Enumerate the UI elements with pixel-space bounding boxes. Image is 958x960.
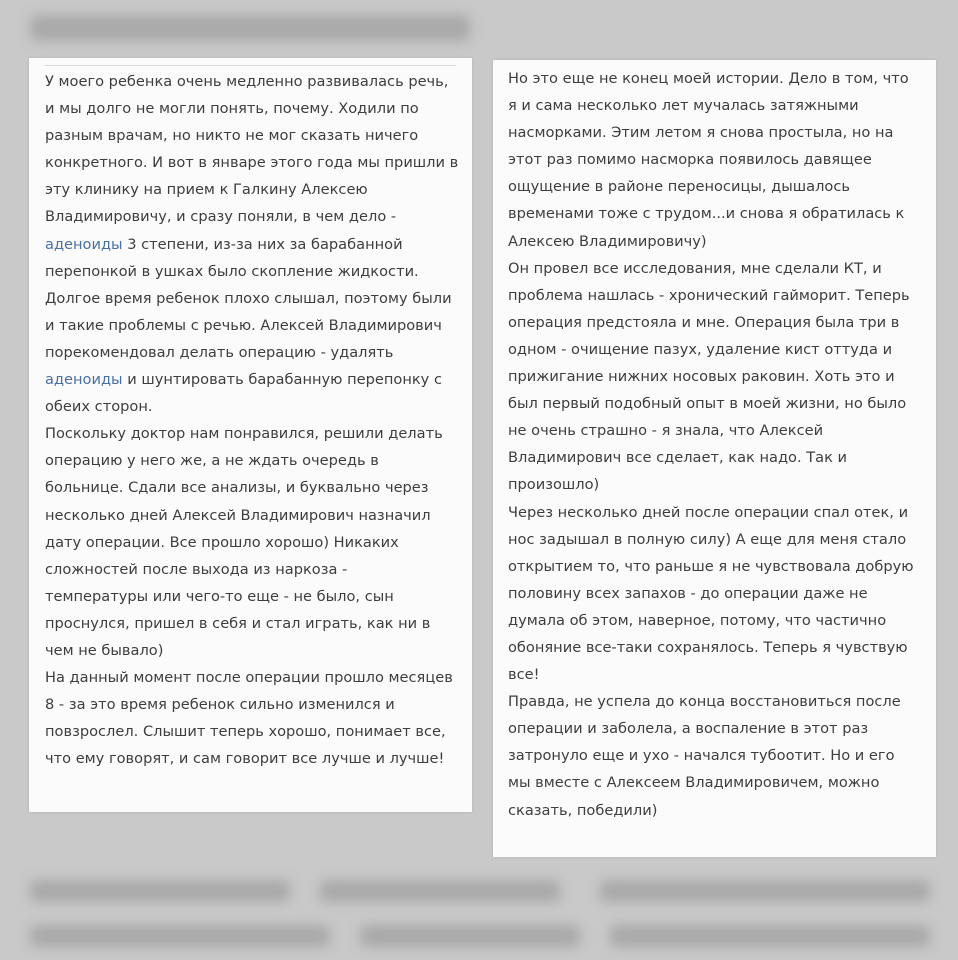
- blurred-text: [30, 925, 330, 947]
- blurred-text: [360, 925, 580, 947]
- blurred-text: [30, 15, 470, 41]
- blurred-text: [610, 925, 930, 947]
- blurred-text: [30, 880, 290, 902]
- review-text-part: и шунтировать барабанную перепонку с обеих сторон. Поскольку доктор нам понравился, решили делать операцию у него же, а не ждать очередь в больнице. Сдали все анализы, и буквально через несколько дней Алексей Владимирович назначил дату операции. Все прошло хорошо) Никаких сложностей после выхода из наркоза - температуры или чего-то еще - не было, сын проснулся, пришел в себя и стал играть, как ни в чем не бывало) На данный момент после операции прошло месяцев 8 - за это время ребенок сильно изменился и повзрослел. Слышит теперь хорошо, понимает все, что ему говорят, и сам говорит все лучше и лучше!: [45, 371, 453, 768]
- divider: [45, 65, 456, 66]
- adenoids-link[interactable]: аденоиды: [45, 371, 123, 389]
- review-text: [45, 68, 464, 772]
- review-text-part: 3 степени, из-за них за барабанной перепонкой в ушках было скопление жидкости. Долгое время ребенок плохо слышал, поэтому были и такие проблемы с речью. Алексей Владимирович порекомендовал делать операцию - удалять: [45, 235, 452, 361]
- blurred-text: [600, 880, 930, 902]
- blurred-text: [320, 880, 560, 902]
- review-text-part: У моего ребенка очень медленно развивалась речь, и мы долго не могли понять, почему. Ходили по разным врачам, но никто не мог сказать ничего конкретного. И вот в январе этого года мы пришли в эту клинику на прием к Галкину Алексею Владимировичу, и сразу поняли, в чем дело -: [45, 73, 459, 226]
- adenoids-link[interactable]: аденоиды: [45, 235, 123, 253]
- review-card-right: [493, 60, 936, 857]
- review-text: Но это еще не конец моей истории. Дело в том, что я и сама несколько лет мучалась затяжными насморками. Этим летом я снова простыла, но на этот раз помимо насморка появилось давящее ощущение в районе переносицы, дышалось временами тоже с трудом...и снова я обратилась к Алексею Владимировичу) Он провел все исследования, мне сделали КТ, и проблема нашлась - хронический гайморит. Теперь операция предстояла и мне. Операция была три в одном - очищение пазух, удаление кист оттуда и прижигание нижних носовых раковин. Хоть это и был первый подобный опыт в моей жизни, но было не очень страшно - я знала, что Алексей Владимирович все сделает, как надо. Так и произошло) Через несколько дней после операции спал отек, и нос задышал в полную силу) А еще для меня стало открытием то, что раньше я не чувствовала добрую половину всех запахов - до операции даже не думала об этом, наверное, потому, что частично обоняние все-таки сохранялось. Теперь я чувствую все! Правда, не успела до конца восстановиться после операции и заболела, а воспаление в этот раз затронуло еще и ухо - начался тубоотит. Но и его мы вместе с Алексеем Владимировичем, можно сказать, победили): [508, 70, 914, 819]
- review-card-left: [29, 58, 472, 812]
